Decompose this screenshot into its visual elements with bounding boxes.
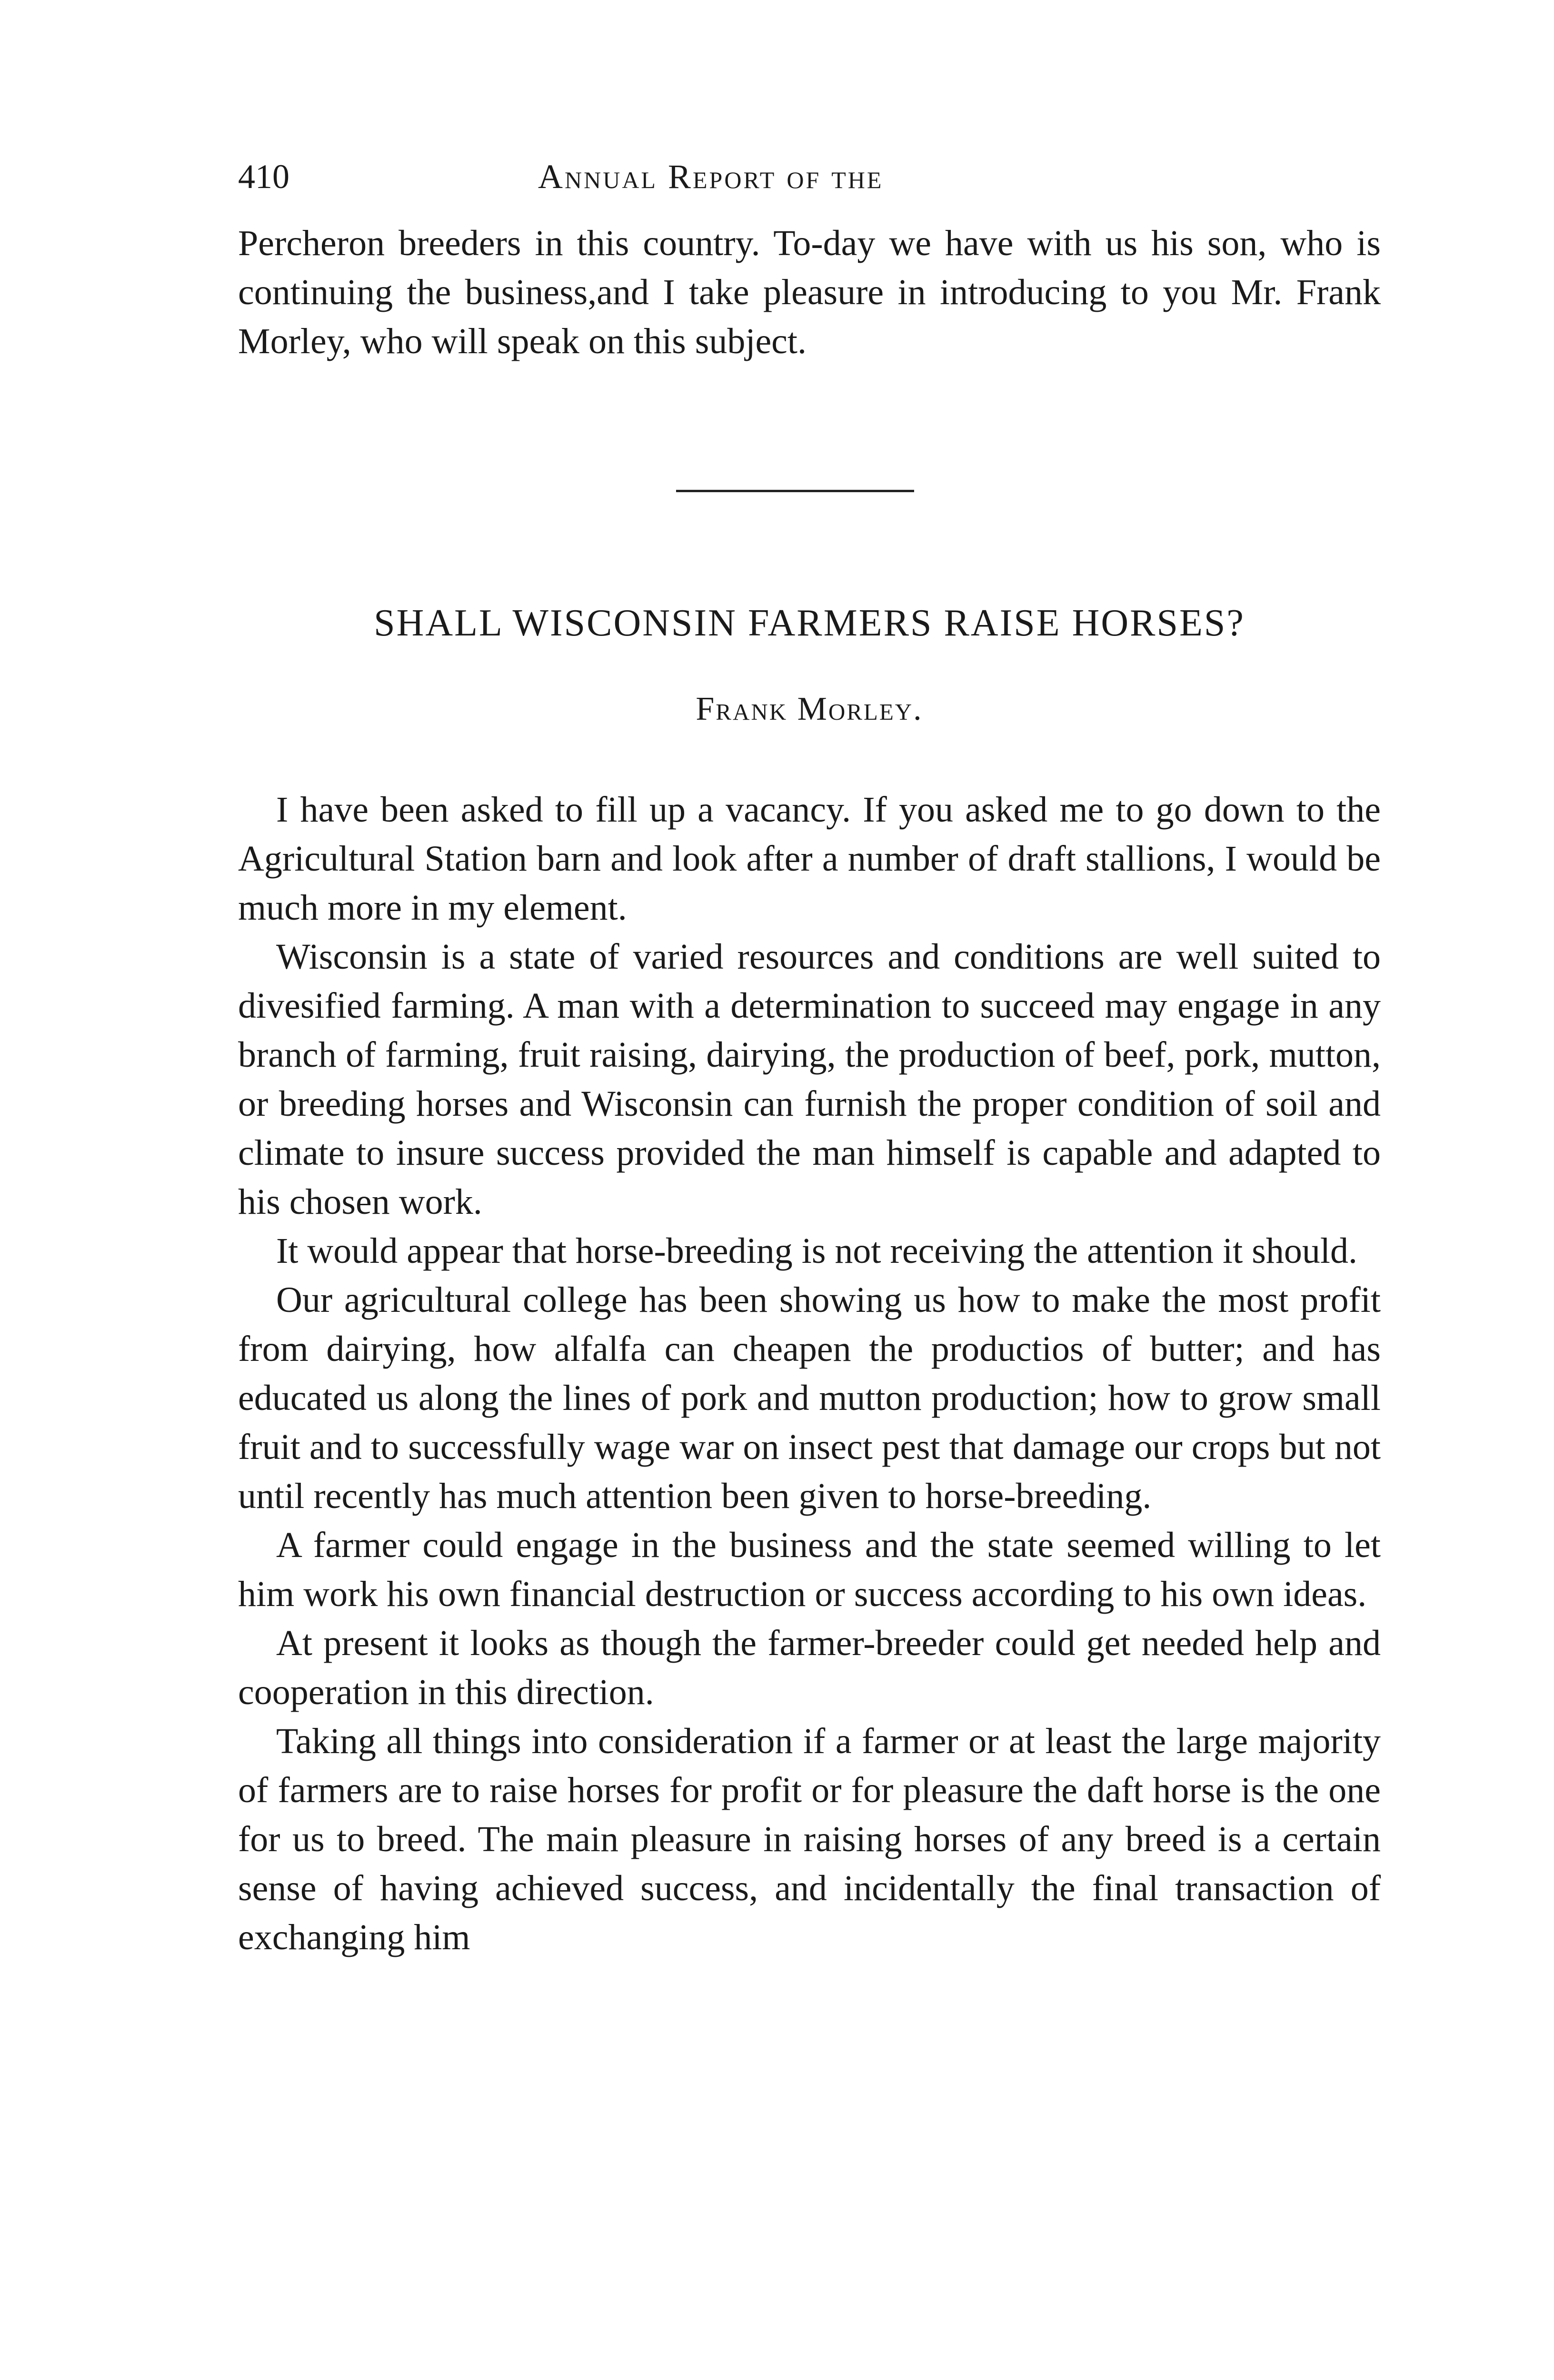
page-number: 410: [238, 158, 289, 196]
section-divider: [676, 490, 914, 492]
body-paragraph: At present it looks as though the farmer-breeder could get needed help and cooperation in this direction.: [238, 1623, 1381, 1712]
body-paragraph: It would appear that horse-breeding is not receiving the attention it should.: [276, 1231, 1357, 1271]
body-paragraph: Taking all things into consideration if a farmer or at least the large majority of farmers are to raise horses for profit or for pleasure the daft horse is the one for us to breed. The main pleasure in raising horses of any breed is a certain sense of having achieved success, and incidentally the final transaction of exchanging him: [238, 1721, 1381, 1957]
document-page: [238, 157, 1381, 1962]
body-paragraph: Wisconsin is a state of varied resources and conditions are well suited to divesified farming. A man with a determination to succeed may engage in any branch of farming, fruit raising, dairying, the production of beef, pork, mutton, or breeding horses and Wisconsin can furnish the proper condition of soil and climate to insure success provided the man himself is capable and adapted to his chosen work.: [238, 937, 1381, 1222]
article-title: SHALL WISCONSIN FARMERS RAISE HORSES?: [374, 602, 1245, 644]
intro-paragraph: Percheron breeders in this country. To-day we have with us his son, who is continuing the business,and I take pleasure in introducing to you Mr. Frank Morley, who will speak on this subject.: [238, 223, 1381, 361]
body-paragraph: I have been asked to fill up a vacancy. If you asked me to go down to the Agricultural Station barn and look after a number of draft stallions, I would be much more in my element.: [238, 790, 1381, 928]
article-author: Frank Morley.: [696, 691, 923, 727]
running-head: Annual Report of the: [538, 158, 884, 196]
page-header: [238, 157, 1381, 214]
body-paragraph: A farmer could engage in the business and the state seemed willing to let him work his own financial destruction or success according to his own ideas.: [238, 1525, 1381, 1614]
body-paragraph: Our agricultural college has been showing us how to make the most profit from dairying, how alfalfa can cheapen the productios of butter; and has educated us along the lines of pork and mutton production; how to grow small fruit and to successfully wage war on insect pest that damage our crops but not until recently has much attention been given to horse-breeding.: [238, 1280, 1381, 1516]
